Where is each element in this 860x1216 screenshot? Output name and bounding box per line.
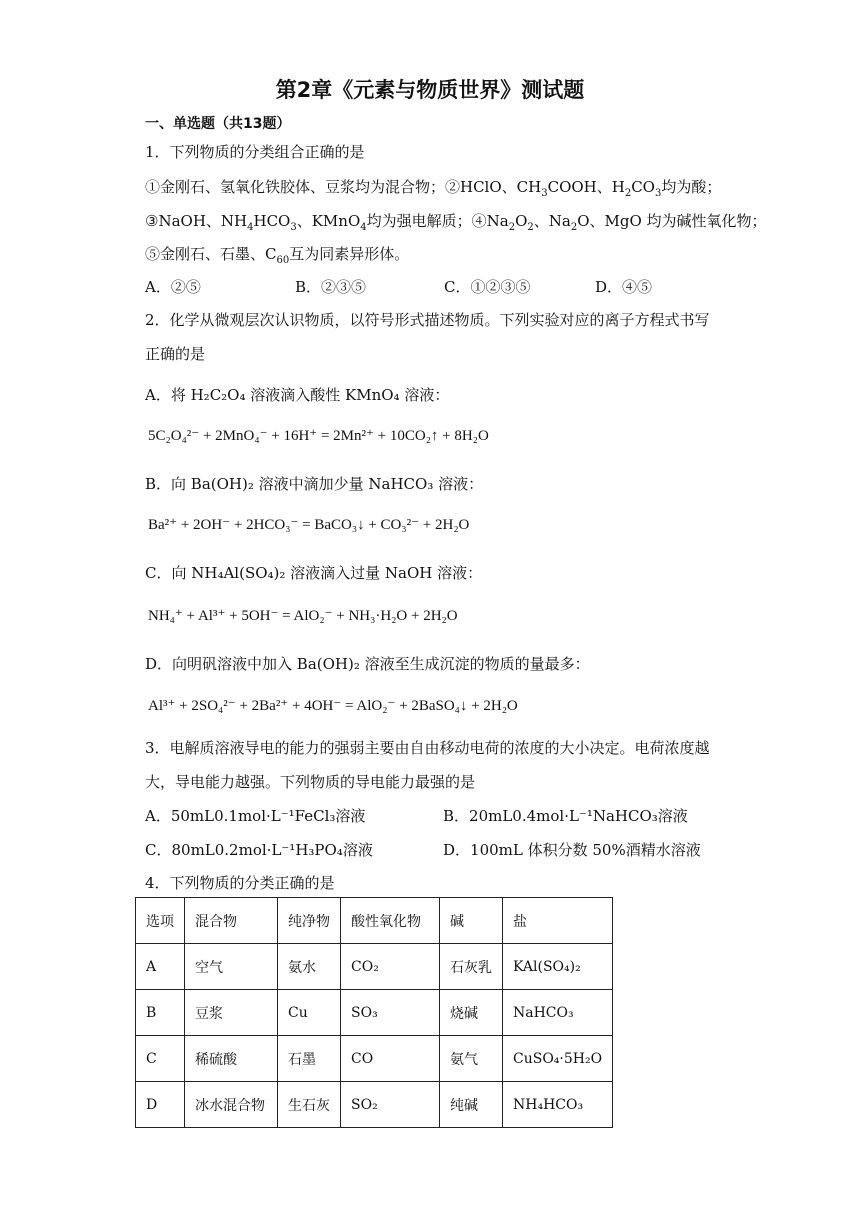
table-cell: CO — [341, 1036, 440, 1082]
table-cell: 空气 — [185, 944, 278, 990]
question-3-stem-line-2: 大，导电能力越强。下列物质的导电能力最强的是 — [145, 773, 476, 791]
table-cell: 石灰乳 — [440, 944, 503, 990]
table-cell: 烧碱 — [440, 990, 503, 1036]
table-cell: Cu — [278, 990, 341, 1036]
question-2-option-b-text: B．向 Ba(OH)₂ 溶液中滴加少量 NaHCO₃ 溶液： — [145, 475, 484, 493]
header-cell: 盐 — [503, 898, 613, 944]
table-cell: 氨气 — [440, 1036, 503, 1082]
table-cell: A — [136, 944, 185, 990]
table-cell: C — [136, 1036, 185, 1082]
table-row — [136, 1082, 613, 1128]
header-cell: 纯净物 — [278, 898, 341, 944]
question-2-stem-line-2: 正确的是 — [145, 345, 206, 363]
table-header-row — [136, 898, 613, 944]
table-cell: 生石灰 — [278, 1082, 341, 1128]
table-cell: CO₂ — [341, 944, 440, 990]
question-3-option-d: D．100mL 体积分数 50%酒精水溶液 — [443, 841, 701, 859]
table-row — [136, 944, 613, 990]
table-row — [136, 1036, 613, 1082]
question-2-stem-line-1: 2．化学从微观层次认识物质，以符号形式描述物质。下列实验对应的离子方程式书写 — [145, 311, 710, 329]
section-heading: 一、单选题（共13题） — [145, 116, 291, 132]
question-2-option-a-text: A．将 H₂C₂O₄ 溶液滴入酸性 KMnO₄ 溶液： — [145, 386, 450, 404]
table-cell: 石墨 — [278, 1036, 341, 1082]
table-cell: NaHCO₃ — [503, 990, 613, 1036]
table-cell: 氨水 — [278, 944, 341, 990]
question-2-option-c-text: C．向 NH₄Al(SO₄)₂ 溶液滴入过量 NaOH 溶液： — [145, 564, 483, 582]
header-cell: 选项 — [136, 898, 185, 944]
question-3-stem-line-1: 3．电解质溶液导电的能力的强弱主要由自由移动电荷的浓度的大小决定。电荷浓度越 — [145, 739, 710, 757]
header-cell: 混合物 — [185, 898, 278, 944]
table-cell: 冰水混合物 — [185, 1082, 278, 1128]
table-cell: 豆浆 — [185, 990, 278, 1036]
question-3-option-c: C．80mL0.2mol·L⁻¹H₃PO₄溶液 — [145, 841, 373, 859]
header-cell: 酸性氧化物 — [341, 898, 440, 944]
question-1-statement-3: ⑤金刚石、石墨、$C_{60}$互为同素异形体。 — [145, 245, 410, 266]
question-2-option-d-text: D．向明矾溶液中加入 Ba(OH)₂ 溶液至生成沉淀的物质的量最多： — [145, 655, 590, 673]
question-2-option-c-equation: NH₄⁺ + Al³⁺ + 5OH⁻ = AlO₂⁻ + NH₃·H₂O + 2H₂O — [148, 608, 458, 624]
question-2-option-a-equation: 5C₂O₄²⁻ + 2MnO₄⁻ + 16H⁺ = 2Mn²⁺ + 10CO₂↑ + 8H₂O — [148, 428, 489, 444]
table-cell: 稀硫酸 — [185, 1036, 278, 1082]
table-cell: B — [136, 990, 185, 1036]
page-title: 第2章《元素与物质世界》测试题 — [275, 78, 585, 102]
table-row — [136, 990, 613, 1036]
table-cell: KAl(SO₄)₂ — [503, 944, 613, 990]
question-1-option-d: D．④⑤ — [595, 278, 653, 296]
table-cell: NH₄HCO₃ — [503, 1082, 613, 1128]
header-cell: 碱 — [440, 898, 503, 944]
question-3-option-a: A．50mL0.1mol·L⁻¹FeCl₃溶液 — [145, 807, 366, 825]
question-1-statement-1: ①金刚石、氢氧化铁胶体、豆浆均为混合物；②HClO、$CH_3COOH$、$H_2CO_3$均为酸； — [145, 178, 722, 199]
question-2-option-d-equation: Al³⁺ + 2SO₄²⁻ + 2Ba²⁺ + 4OH⁻ = AlO₂⁻ + 2BaSO₄↓ + 2H₂O — [148, 698, 518, 714]
question-1-stem: 1．下列物质的分类组合正确的是 — [145, 143, 365, 161]
table-cell: SO₂ — [341, 1082, 440, 1128]
table-cell: SO₃ — [341, 990, 440, 1036]
question-1-statement-2: ③NaOH、$NH_4HCO_3$、KMnO$_4$均为强电解质；$④Na_2O_2$、$Na_2O$、MgO 均为碱性氧化物； — [145, 212, 767, 233]
table-cell: CuSO₄·5H₂O — [503, 1036, 613, 1082]
question-1-option-b: B．②③⑤ — [295, 278, 367, 296]
question-2-option-b-equation: Ba²⁺ + 2OH⁻ + 2HCO₃⁻ = BaCO₃↓ + CO₃²⁻ + 2H₂O — [148, 517, 470, 533]
question-3-option-b: B．20mL0.4mol·L⁻¹NaHCO₃溶液 — [443, 807, 688, 825]
question-1-option-a: A．②⑤ — [145, 278, 201, 296]
table-cell: 纯碱 — [440, 1082, 503, 1128]
table-cell: D — [136, 1082, 185, 1128]
question-1-option-c: C．①②③⑤ — [444, 278, 531, 296]
classification-table — [135, 897, 613, 1128]
question-4-stem: 4．下列物质的分类正确的是 — [145, 874, 335, 892]
